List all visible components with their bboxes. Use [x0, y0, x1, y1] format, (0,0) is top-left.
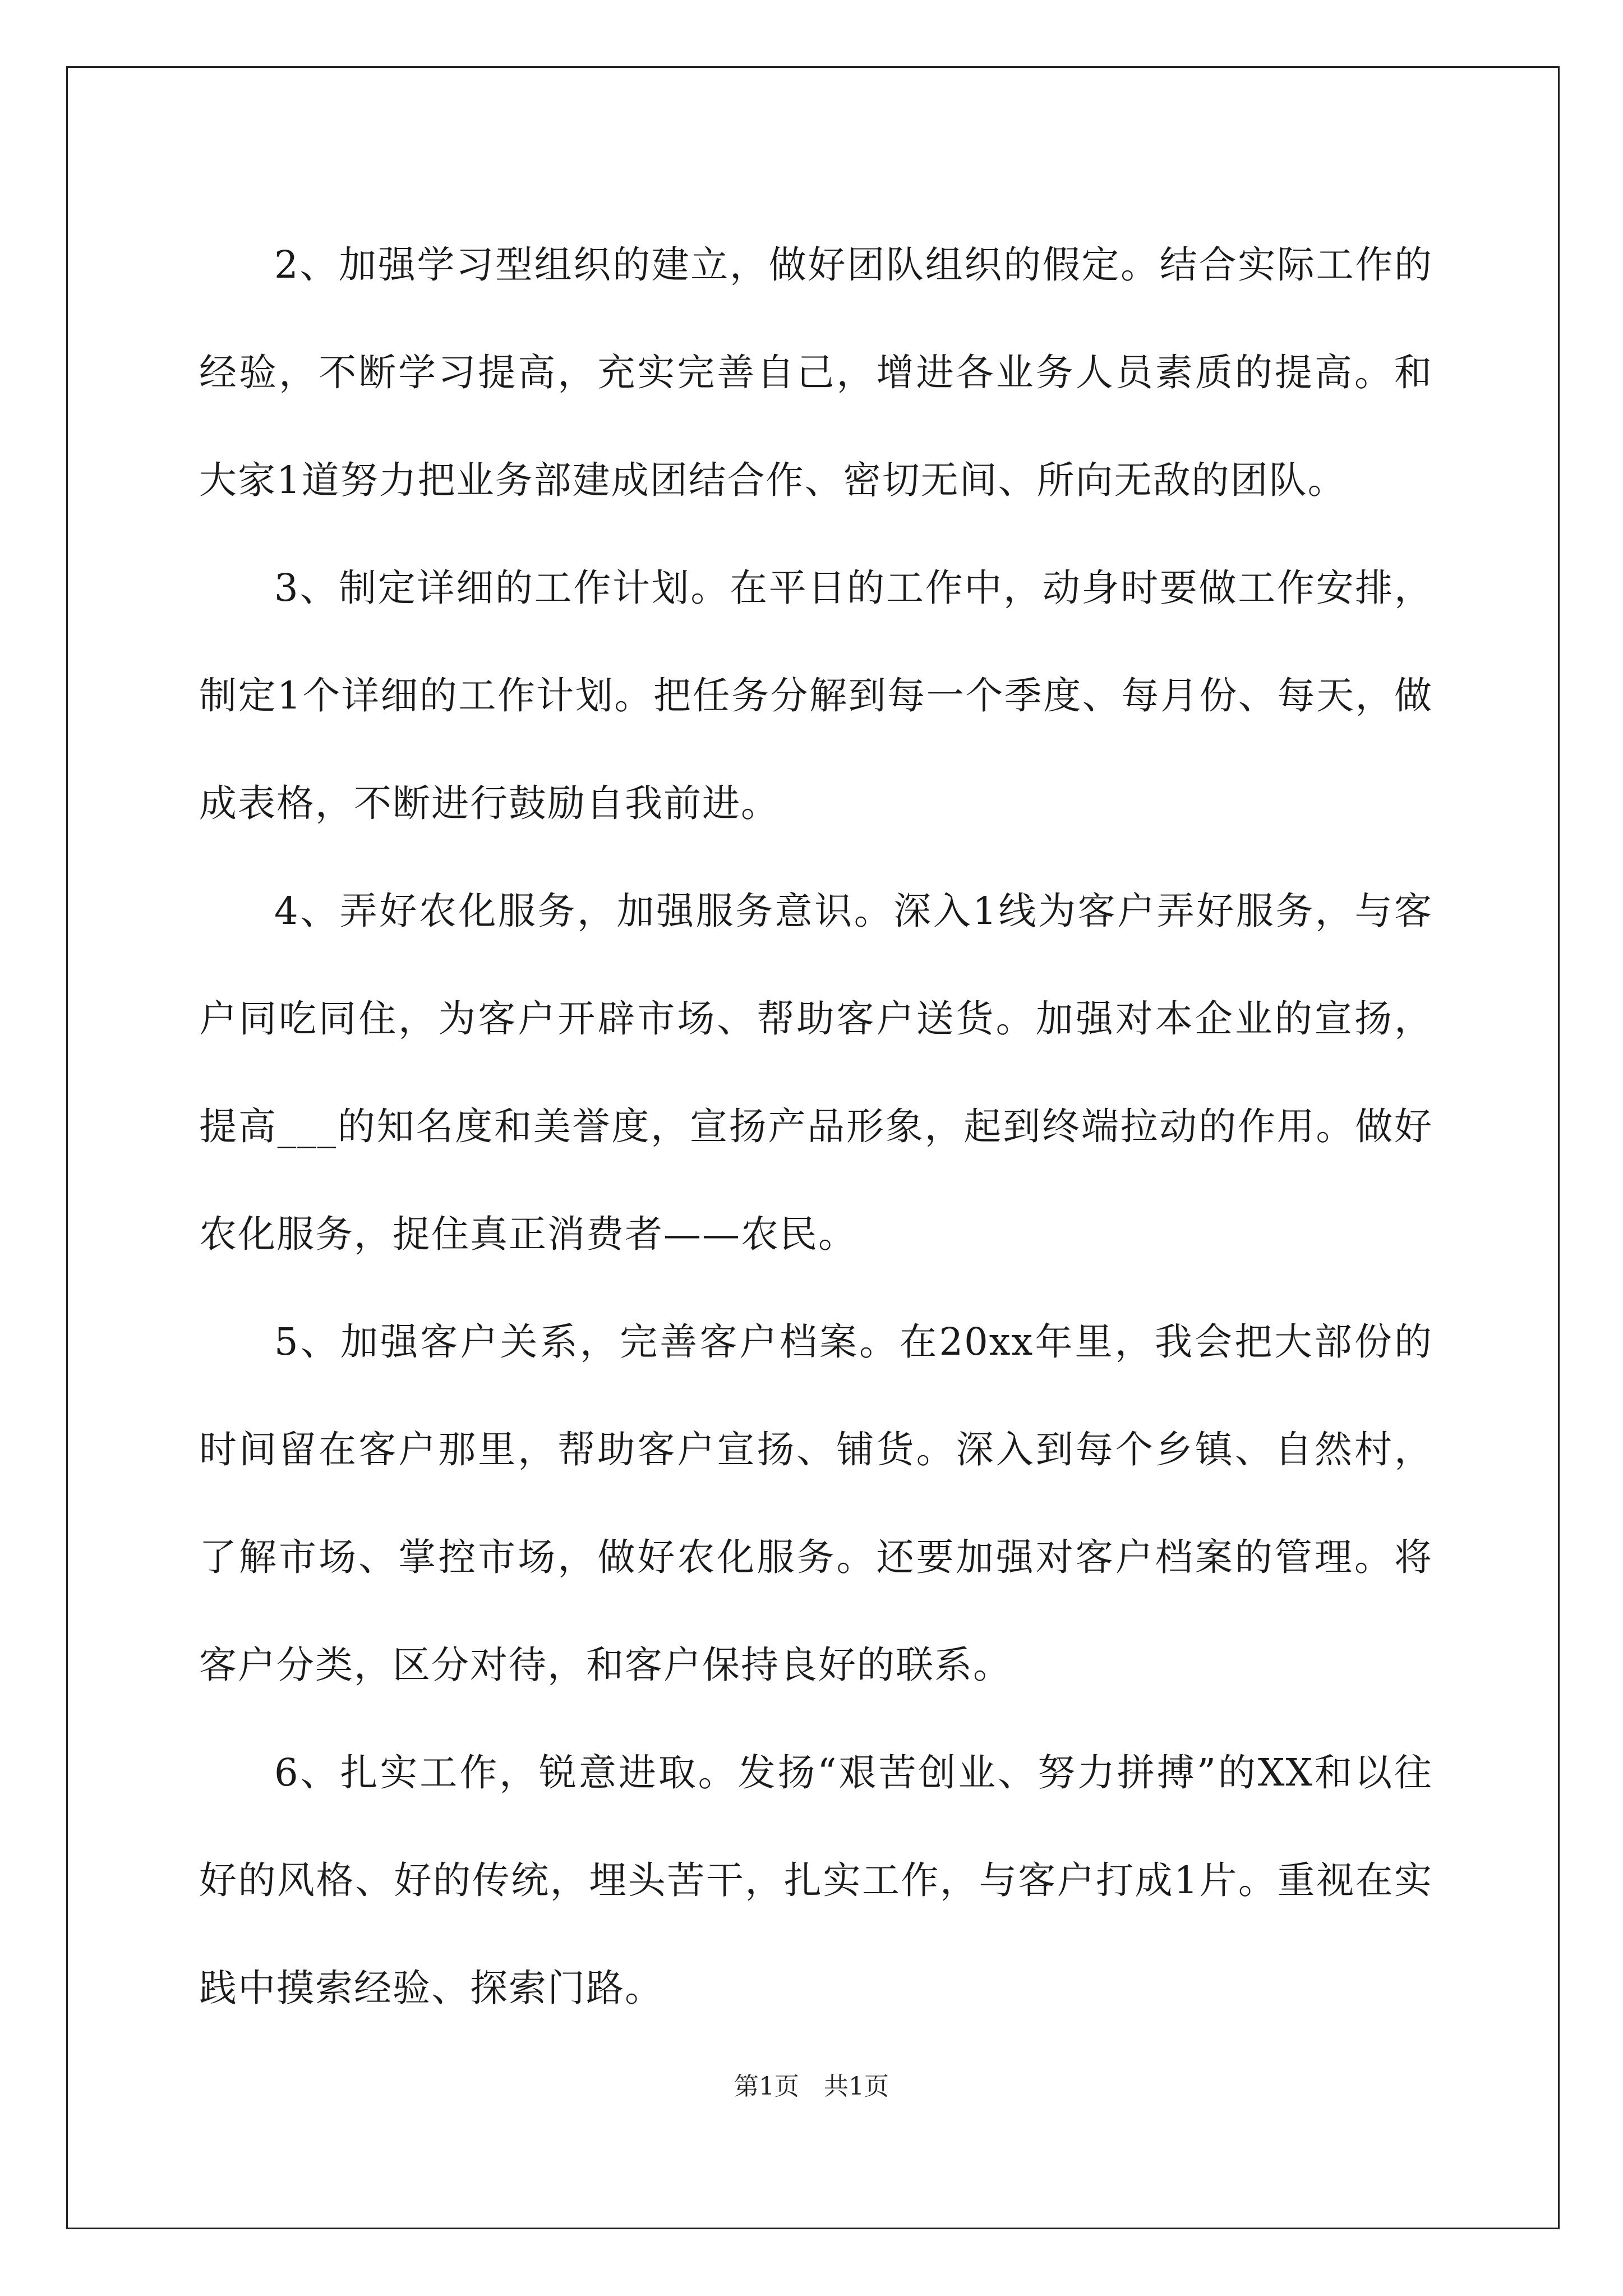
paragraph-4: 4、弄好农化服务，加强服务意识。深入1线为客户弄好服务，与客户同吃同住，为客户开辟市场、帮助客户送货。加强对本企业的宣扬，提高___的知名度和美誉度，宣扬产品形象，起到终端拉动的作用。做好农化服务，捉住真正消费者——农民。: [199, 889, 1433, 1256]
paragraph-3: 3、制定详细的工作计划。在平日的工作中，动身时要做工作安排，制定1个详细的工作计划。把任务分解到每一个季度、每月份、每天，做成表格，不断进行鼓励自我前进。: [199, 566, 1433, 825]
page-footer: 第1页 共1页: [734, 2072, 889, 2101]
document-body: [199, 211, 1433, 2042]
paragraph-6: 6、扎实工作，锐意进取。发扬“艰苦创业、努力拼搏”的XX和以往好的风格、好的传统，埋头苦干，扎实工作，与客户打成1片。重视在实践中摸索经验、探索门路。: [199, 1751, 1433, 2010]
paragraph-5: 5、加强客户关系，完善客户档案。在20xx年里，我会把大部份的时间留在客户那里，帮助客户宣扬、铺货。深入到每个乡镇、自然村，了解市场、掌控市场，做好农化服务。还要加强对客户档案的管理。将客户分类，区分对待，和客户保持良好的联系。: [199, 1320, 1433, 1687]
paragraph-2: 2、加强学习型组织的建立，做好团队组织的假定。结合实际工作的经验，不断学习提高，充实完善自己，增进各业务人员素质的提高。和大家1道努力把业务部建成团结合作、密切无间、所向无敌的团队。: [199, 243, 1433, 502]
